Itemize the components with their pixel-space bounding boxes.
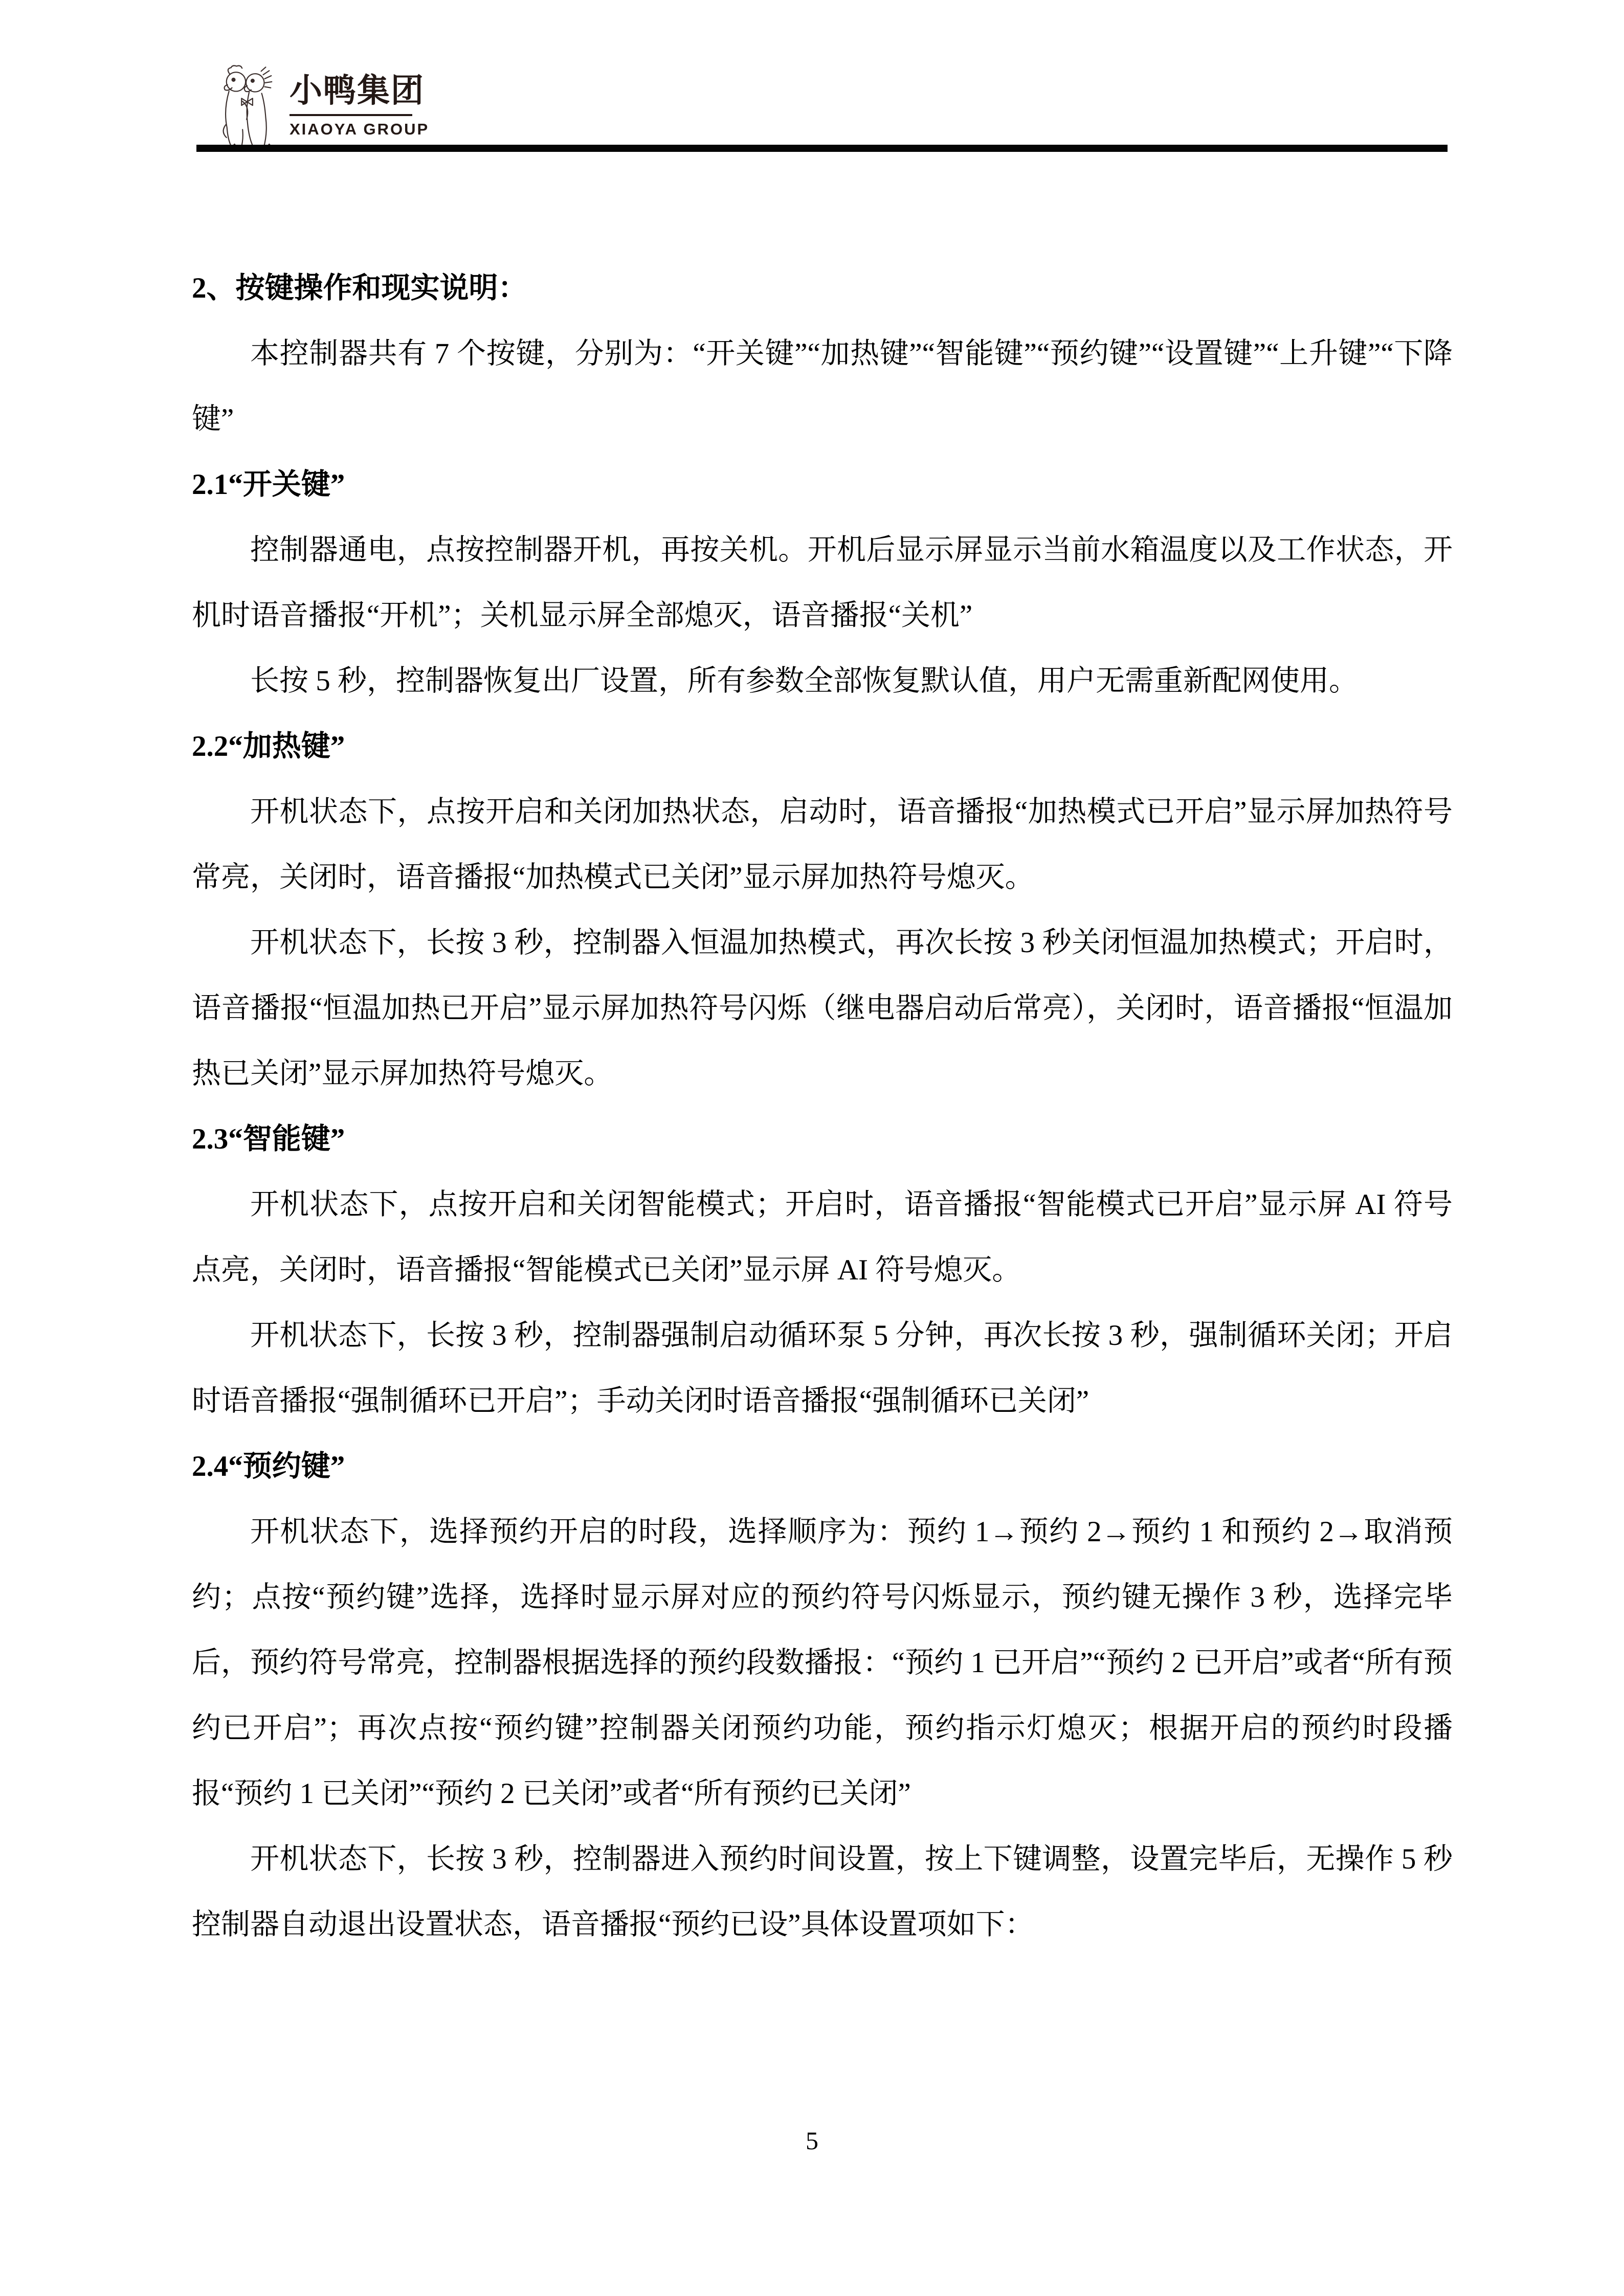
paragraph: 控制器通电，点按控制器开机，再按关机。开机后显示屏显示当前水箱温度以及工作状态，开机时语音播报“开机”；关机显示屏全部熄灭，语音播报“关机” — [192, 534, 1453, 632]
section-heading: 2.2“加热键” — [192, 730, 345, 762]
page-number: 5 — [806, 2126, 818, 2155]
xiaoya-mascot-icon — [219, 64, 279, 152]
section-heading: 2.3“智能键” — [192, 1123, 345, 1155]
section-heading: 2、按键操作和现实说明： — [192, 272, 527, 304]
logo-en-text: XIAOYA GROUP — [290, 120, 430, 139]
paragraph: 本控制器共有 7 个按键，分别为：“开关键”“加热键”“智能键”“预约键”“设置键”“上升键”“下降键” — [192, 337, 1453, 435]
header-logo — [219, 64, 429, 152]
section-heading: 2.1“开关键” — [192, 468, 345, 501]
document-content — [192, 256, 1453, 1957]
logo-cn-text: 小鸭集团 — [290, 72, 425, 109]
paragraph: 开机状态下，点按开启和关闭加热状态，启动时，语音播报“加热模式已开启”显示屏加热符号常亮，关闭时，语音播报“加热模式已关闭”显示屏加热符号熄灭。 — [192, 796, 1453, 893]
paragraph: 开机状态下，长按 3 秒，控制器入恒温加热模式，再次长按 3 秒关闭恒温加热模式；开启时，语音播报“恒温加热已开启”显示屏加热符号闪烁（继电器启动后常亮），关闭时，语音播报“恒温加热已关闭”显示屏加热符号熄灭。 — [192, 927, 1453, 1090]
header-rule — [196, 145, 1448, 152]
paragraph: 开机状态下，长按 3 秒，控制器进入预约时间设置，按上下键调整，设置完毕后，无操作 5 秒控制器自动退出设置状态，语音播报“预约已设”具体设置项如下： — [192, 1843, 1453, 1941]
paragraph: 开机状态下，长按 3 秒，控制器强制启动循环泵 5 分钟，再次长按 3 秒，强制循环关闭；开启时语音播报“强制循环已开启”；手动关闭时语音播报“强制循环已关闭” — [192, 1319, 1453, 1417]
logo-divider — [290, 114, 412, 116]
paragraph: 长按 5 秒，控制器恢复出厂设置，所有参数全部恢复默认值，用户无需重新配网使用。 — [250, 665, 1358, 697]
section-heading: 2.4“预约键” — [192, 1450, 345, 1482]
paragraph: 开机状态下，选择预约开启的时段，选择顺序为：预约 1→预约 2→预约 1 和预约 2→取消预约；点按“预约键”选择，选择时显示屏对应的预约符号闪烁显示，预约键无操作 3 秒，选择完毕后，预约符号常亮，控制器根据选择的预约段数播报：“预约 1 已开启”“预约 2 已开启”或者“所有预约已开启”；再次点按“预约键”控制器关闭预约功能，预约指示灯熄灭；根据开启的预约时段播报“预约 1 已关闭”“预约 2 已关闭”或者“所有预约已关闭” — [192, 1516, 1453, 1810]
logo-text-block — [290, 74, 429, 139]
paragraph: 开机状态下，点按开启和关闭智能模式；开启时，语音播报“智能模式已开启”显示屏 AI 符号点亮，关闭时，语音播报“智能模式已关闭”显示屏 AI 符号熄灭。 — [192, 1188, 1453, 1286]
